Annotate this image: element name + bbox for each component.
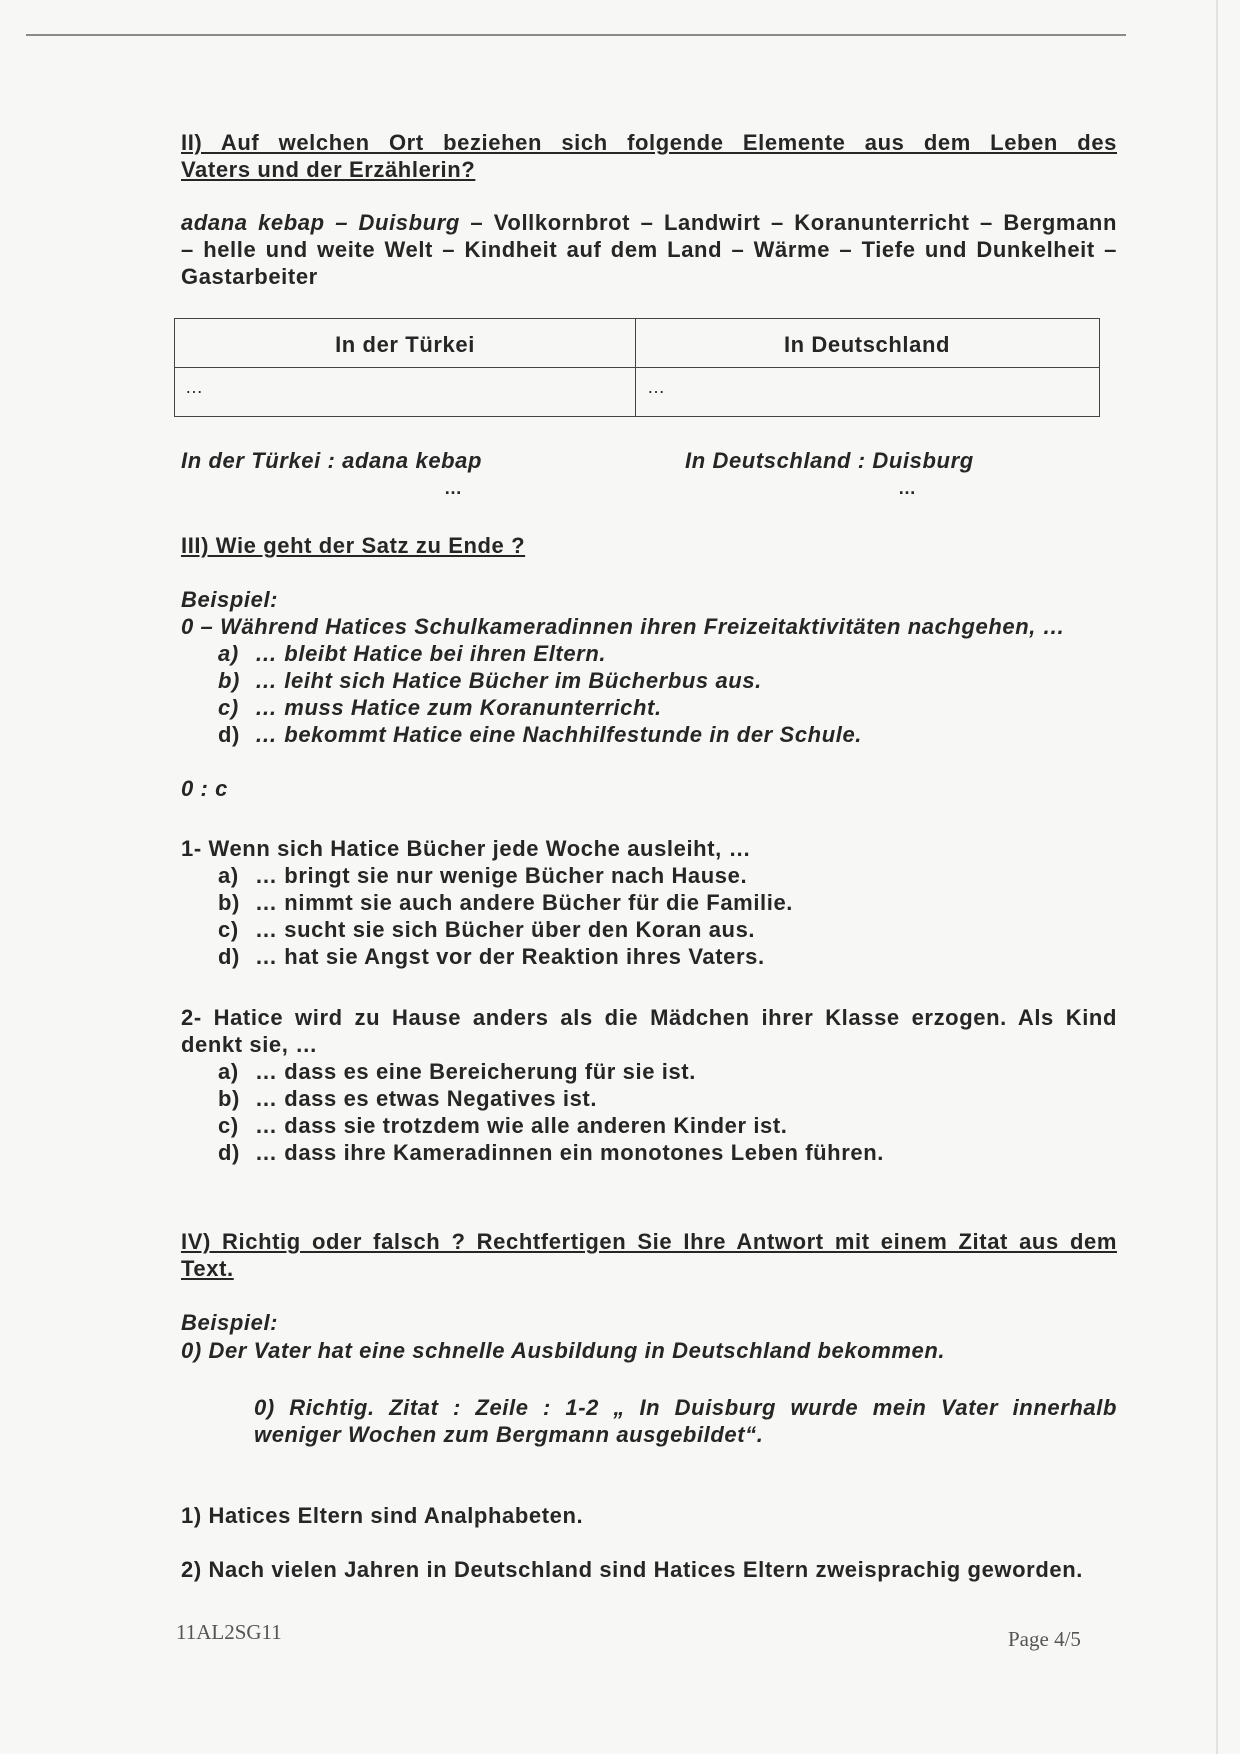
statement-2: 2) Nach vielen Jahren in Deutschland sind Hatices Eltern zweisprachig geworden. (181, 1557, 1083, 1582)
section3-beispiel-label: Beispiel: (181, 587, 279, 612)
q2-option-text: … dass ihre Kameradinnen ein monotones Leben führen. (255, 1140, 884, 1165)
example-option-text: … muss Hatice zum Koranunterricht. (255, 695, 662, 720)
example-option-text: … bekommt Hatice eine Nachhilfestunde in der Schule. (255, 722, 863, 747)
section4-heading-line2: Text. (181, 1256, 234, 1281)
section2-items-line3: Gastarbeiter (181, 264, 318, 289)
table-cell-turkei: … (185, 377, 203, 397)
q2-option-letter: b) (218, 1086, 240, 1111)
section4-example-statement: 0) Der Vater hat eine schnelle Ausbildung in Deutschland bekommen. (181, 1338, 946, 1363)
items-rest: – Vollkornbrot – Landwirt – Koranunterricht – Bergmann (459, 210, 1117, 235)
q2-option-text: … dass es etwas Negatives ist. (255, 1086, 598, 1111)
example-turkei: In der Türkei : adana kebap (181, 448, 483, 473)
question-2-line2: denkt sie, … (181, 1032, 318, 1057)
example-option-text: … bleibt Hatice bei ihren Eltern. (255, 641, 607, 666)
top-rule (26, 34, 1126, 36)
question-2-line1: 2- Hatice wird zu Hause anders als die Mädchen ihrer Klasse erzogen. Als Kind (181, 1005, 1117, 1030)
example-option-text: … leiht sich Hatice Bücher im Bücherbus aus. (255, 668, 762, 693)
section2-items-line1 (181, 210, 1117, 236)
section3-example-question: 0 – Während Hatices Schulkameradinnen ihren Freizeitaktivitäten nachgehen, … (181, 614, 1066, 639)
q2-option-letter: d) (218, 1140, 240, 1165)
question-1: 1- Wenn sich Hatice Bücher jede Woche ausleiht, … (181, 836, 752, 861)
footer-code: 11AL2SG11 (176, 1620, 282, 1644)
section3-heading: III) Wie geht der Satz zu Ende ? (181, 533, 526, 558)
table-cell-deutschland: … (647, 377, 665, 397)
example-option-letter: b) (218, 668, 240, 693)
example-option-letter: d) (218, 722, 240, 747)
statement-1: 1) Hatices Eltern sind Analphabeten. (181, 1503, 584, 1528)
table-row-divider (175, 367, 1099, 368)
q2-option-text: … dass es eine Bereicherung für sie ist. (255, 1059, 696, 1084)
section4-example-answer-line1: 0) Richtig. Zitat : Zeile : 1-2 „ In Duisburg wurde mein Vater innerhalb (254, 1395, 1117, 1420)
q1-option-letter: d) (218, 944, 240, 969)
section2-heading-line2: Vaters und der Erzählerin? (181, 157, 476, 182)
example-option-letter: a) (218, 641, 239, 666)
section4-example-answer-line2: weniger Wochen zum Bergmann ausgebildet“. (254, 1422, 764, 1447)
q1-option-text: … sucht sie sich Bücher über den Koran aus. (255, 917, 756, 942)
items-italic-examples: adana kebap – Duisburg (181, 210, 460, 235)
footer-page-number: Page 4/5 (1008, 1627, 1081, 1651)
table-header-deutschland: In Deutschland (783, 332, 951, 357)
q1-option-text: … hat sie Angst vor der Reaktion ihres Vaters. (255, 944, 765, 969)
example-deutschland: In Deutschland : Duisburg (685, 448, 974, 473)
q1-option-letter: a) (218, 863, 239, 888)
q1-option-text: … bringt sie nur wenige Bücher nach Hause. (255, 863, 748, 888)
dots-turkei: … (444, 478, 463, 498)
scan-edge (1216, 0, 1218, 1754)
dots-deutschland: … (898, 478, 917, 498)
q2-option-text: … dass sie trotzdem wie alle anderen Kinder ist. (255, 1113, 788, 1138)
section4-heading-line1: IV) Richtig oder falsch ? Rechtfertigen Sie Ihre Antwort mit einem Zitat aus dem (181, 1229, 1117, 1254)
example-option-letter: c) (218, 695, 239, 720)
table-header-turkei: In der Türkei (335, 332, 475, 357)
q2-option-letter: c) (218, 1113, 239, 1138)
example-answer: 0 : c (181, 776, 229, 801)
section2-items-line2: – helle und weite Welt – Kindheit auf dem Land – Wärme – Tiefe und Dunkelheit – (181, 237, 1117, 262)
q1-option-letter: c) (218, 917, 239, 942)
q2-option-letter: a) (218, 1059, 239, 1084)
q1-option-letter: b) (218, 890, 240, 915)
q1-option-text: … nimmt sie auch andere Bücher für die Familie. (255, 890, 794, 915)
section4-beispiel-label: Beispiel: (181, 1310, 279, 1335)
assignment-table (174, 318, 1100, 417)
section2-heading-line1: II) Auf welchen Ort beziehen sich folgende Elemente aus dem Leben des (181, 130, 1117, 155)
